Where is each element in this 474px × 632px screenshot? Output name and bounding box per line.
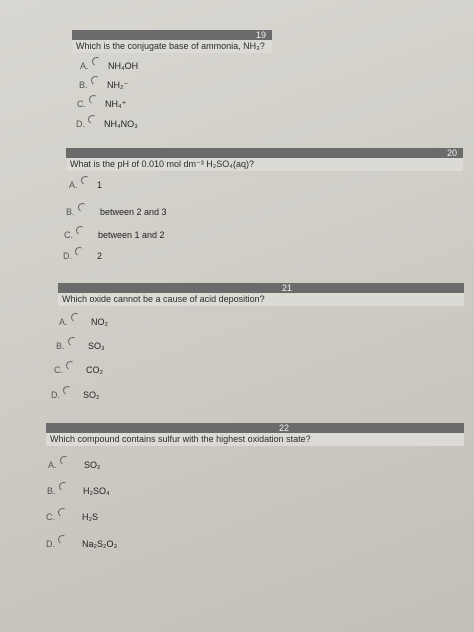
option-text: SO₃ — [88, 341, 105, 351]
option-text: NH₄OH — [108, 61, 139, 71]
question-header-bar — [58, 283, 464, 293]
radio-icon[interactable] — [57, 534, 68, 545]
option-letter: A. — [48, 460, 57, 470]
question-number: 21 — [281, 283, 292, 293]
option-text: between 1 and 2 — [98, 230, 165, 240]
question-text: Which oxide cannot be a cause of acid deposition? — [58, 293, 464, 306]
question-19 — [72, 30, 272, 145]
option-text: SO₂ — [84, 460, 101, 470]
option-text: 1 — [97, 180, 103, 190]
option-letter: D. — [76, 119, 85, 129]
radio-icon[interactable] — [58, 481, 69, 492]
radio-icon[interactable] — [75, 225, 86, 236]
option-letter: C. — [77, 99, 86, 109]
option-text: SO₂ — [83, 390, 100, 400]
option-letter: A. — [80, 61, 89, 71]
question-number: 19 — [255, 30, 266, 40]
radio-icon[interactable] — [70, 312, 81, 323]
question-text: Which is the conjugate base of ammonia, NH₃? — [72, 40, 272, 53]
option-text: NH₄⁺ — [105, 99, 127, 109]
question-text: What is the pH of 0.010 mol dm⁻³ H₂SO₄(aq)? — [66, 158, 463, 171]
radio-icon[interactable] — [80, 175, 91, 186]
option-text: NH₂⁻ — [107, 80, 129, 90]
option-letter: C. — [64, 230, 73, 240]
radio-icon[interactable] — [74, 246, 85, 257]
question-21 — [58, 283, 464, 307]
option-letter: C. — [54, 365, 63, 375]
option-letter: D. — [51, 390, 60, 400]
question-header-bar — [72, 30, 272, 40]
question-22 — [46, 423, 464, 447]
option-letter: D. — [46, 539, 55, 549]
option-letter: B. — [47, 486, 56, 496]
radio-icon[interactable] — [57, 507, 68, 518]
question-20 — [66, 148, 463, 172]
option-letter: D. — [63, 251, 72, 261]
question-number: 22 — [278, 423, 289, 433]
option-text: 2 — [97, 251, 103, 261]
option-letter: A. — [59, 317, 68, 327]
radio-icon[interactable] — [65, 360, 76, 371]
option-letter: C. — [46, 512, 55, 522]
question-number: 20 — [446, 148, 457, 158]
option-text: NH₄NO₃ — [104, 119, 138, 129]
option-text: NO₂ — [91, 317, 108, 327]
option-letter: B. — [56, 341, 65, 351]
question-header-bar — [66, 148, 463, 158]
option-text: H₂S — [82, 512, 98, 522]
question-header-bar — [46, 423, 464, 433]
radio-icon[interactable] — [59, 455, 70, 466]
option-text: between 2 and 3 — [100, 207, 167, 217]
option-text: CO₂ — [86, 365, 103, 375]
option-text: H₂SO₄ — [83, 486, 110, 496]
radio-icon[interactable] — [67, 336, 78, 347]
radio-icon[interactable] — [77, 202, 88, 213]
option-letter: B. — [66, 207, 75, 217]
question-text: Which compound contains sulfur with the highest oxidation state? — [46, 433, 464, 446]
option-text: Na₂S₂O₃ — [82, 539, 118, 549]
radio-icon[interactable] — [62, 385, 73, 396]
option-letter: B. — [79, 80, 88, 90]
option-letter: A. — [69, 180, 78, 190]
